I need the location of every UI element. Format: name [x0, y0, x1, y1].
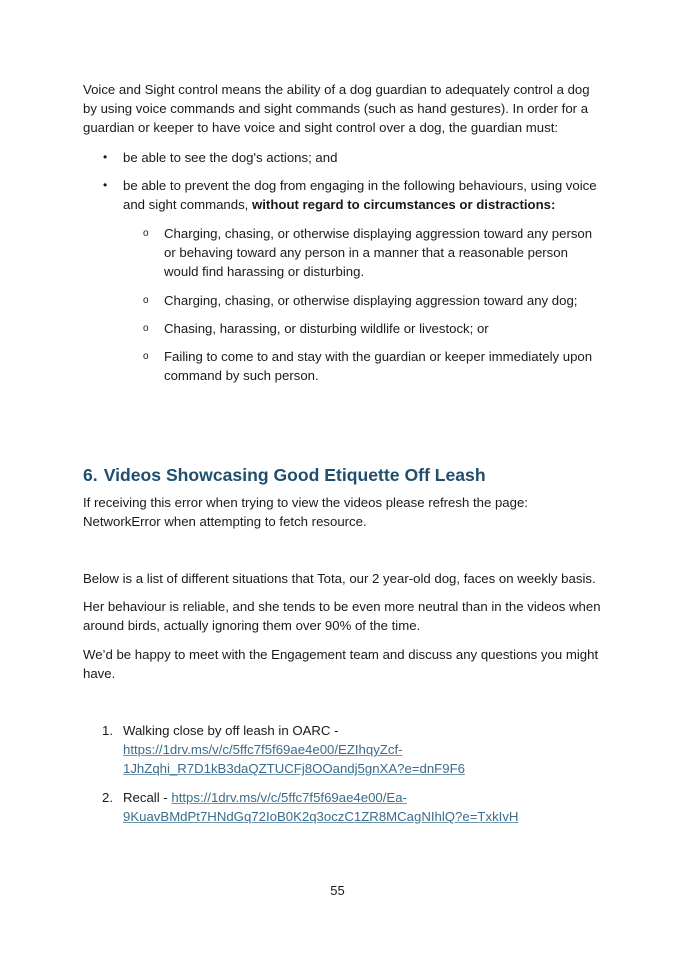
- intro-paragraph: Voice and Sight control means the ability of a dog guardian to adequately control a dog by using voice commands and sight commands (such as hand gestures). In order for a guardian or keeper to have voice and sight control over a dog, the guardian must:: [83, 82, 590, 136]
- list-number: 2.: [102, 790, 113, 805]
- section-heading: [83, 464, 486, 486]
- video-item-label: Walking close by off leash in OARC -: [123, 723, 339, 738]
- sub-bullet-mark: o: [143, 351, 149, 362]
- sub-bullet-mark: o: [143, 323, 149, 334]
- sub-bullet-text: Charging, chasing, or otherwise displaying aggression toward any person or behaving toward any person in a manner that a reasonable person would find harassing or disturbing.: [164, 226, 593, 280]
- body-paragraph: Her behaviour is reliable, and she tends to be even more neutral than in the videos when around birds, actually ignoring them over 90% of the time.: [83, 599, 601, 634]
- bullet-text: be able to see the dog's actions; and: [123, 150, 338, 165]
- bullet-text-wrapper: [123, 176, 603, 214]
- video-item-label: Recall -: [123, 790, 172, 805]
- sub-bullet-text: Chasing, harassing, or disturbing wildlife or livestock; or: [164, 321, 489, 336]
- sub-bullet-mark: o: [143, 228, 149, 239]
- page-number: 55: [330, 883, 345, 898]
- list-number: 1.: [102, 723, 113, 738]
- bullet-mark: •: [103, 150, 108, 164]
- bullet-text: be able to prevent the dog from engaging in the following behaviours, using voice and sight commands,: [123, 178, 597, 213]
- video-item-text: [123, 721, 603, 779]
- sub-bullet-text: Charging, chasing, or otherwise displaying aggression toward any dog;: [164, 293, 578, 308]
- video-link[interactable]: https://1drv.ms/v/c/5ffc7f5f69ae4e00/EZIhqyZcf-1JhZqhi_R7D1kB3daQZTUCFj8OOandj5gnXA?e=dnF9F6: [123, 742, 465, 777]
- sub-bullet-text: Failing to come to and stay with the guardian or keeper immediately upon command by such person.: [164, 349, 593, 384]
- error-note-line-2: NetworkError when attempting to fetch resource.: [83, 514, 367, 530]
- error-note: [83, 493, 603, 531]
- body-paragraph: We’d be happy to meet with the Engagement team and discuss any questions you might have.: [83, 647, 599, 682]
- video-link[interactable]: https://1drv.ms/v/c/5ffc7f5f69ae4e00/Ea-9KuavBMdPt7HNdGq72IoB0K2q3oczC1ZR8MCagNIhlQ?e=TxkIvH: [123, 790, 519, 825]
- video-item-text: [123, 788, 603, 826]
- sub-bullet-mark: o: [143, 295, 149, 306]
- bullet-bold-text: without regard to circumstances or distractions:: [252, 197, 556, 213]
- error-note-line-1: If receiving this error when trying to view the videos please refresh the page:: [83, 495, 528, 510]
- body-paragraph: Below is a list of different situations that Tota, our 2 year-old dog, faces on weekly basis.: [83, 571, 596, 586]
- section-title: Videos Showcasing Good Etiquette Off Leash: [103, 465, 486, 485]
- section-number: 6.: [83, 465, 98, 485]
- bullet-mark: •: [103, 178, 108, 192]
